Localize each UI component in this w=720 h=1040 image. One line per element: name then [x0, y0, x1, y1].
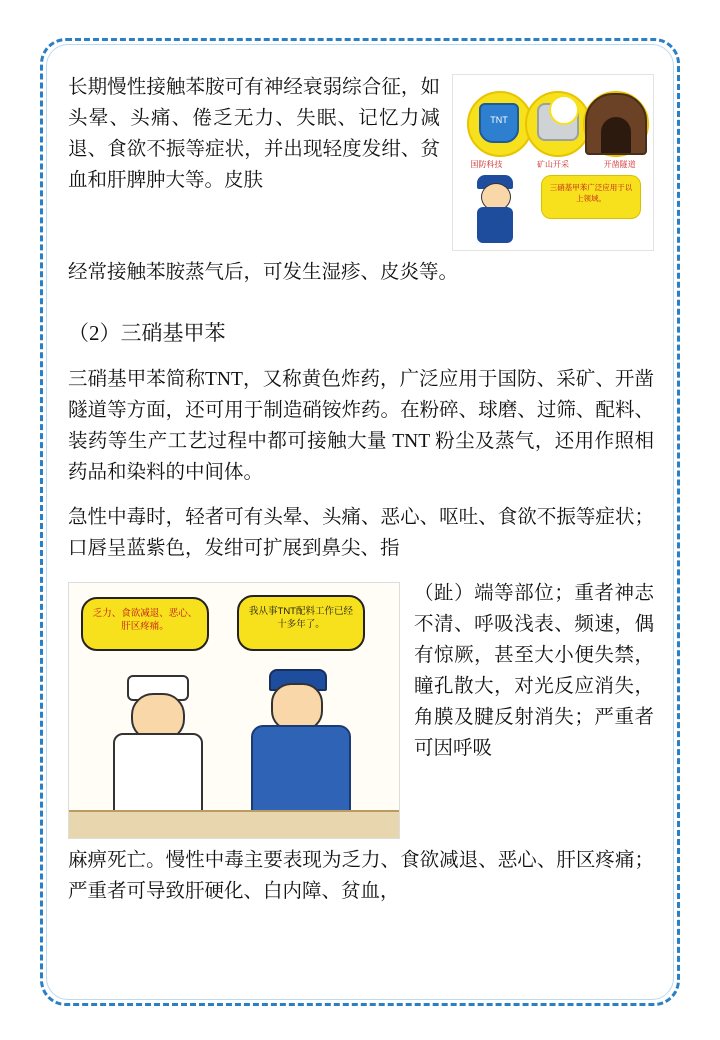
tnt-bag-icon: [479, 103, 519, 143]
paragraph-tnt-intro: 三硝基甲苯简称TNT，又称黄色炸药，广泛应用于国防、采矿、开凿隧道等方面，还可用于制造硝铵炸药。在粉碎、球磨、过筛、配料、装药等生产工艺过程中都可接触大量 TNT 粉尘及蒸气，还用作照相药品和染料的中间体。: [68, 369, 654, 483]
label-mining: 矿山开采: [536, 160, 569, 169]
illustration-doctor-worker: [68, 582, 400, 839]
illustration-tnt-applications: [452, 74, 654, 251]
speech-bubble-worker: 我从事TNT配料工作已经十多年了。: [237, 595, 365, 651]
document-content: [68, 72, 654, 972]
paragraph-chronic-poisoning: 麻痹死亡。慢性中毒主要表现为乏力、食欲减退、恶心、肝区疼痛；严重者可导致肝硬化、白内障、贫血，: [68, 850, 654, 902]
paragraph-aniline-skin: 经常接触苯胺蒸气后，可发生湿疹、皮炎等。: [68, 262, 459, 283]
worker-character: [469, 171, 525, 243]
paragraph-severe-symptoms: （趾）端等部位；重者神志不清、呼吸浅表、频速，偶有惊厥，甚至大小便失禁，瞳孔散大，对光反应消失，角膜及腱反射消失；严重者可因呼吸: [414, 583, 654, 759]
section-chronic: [68, 578, 654, 921]
label-defense: 国防科技: [470, 160, 503, 169]
worker-patient-character: [245, 669, 365, 819]
illustration-labels: [453, 159, 653, 170]
speech-bubble-symptoms: 乏力、食欲减退、恶心、肝区疼痛。: [81, 597, 209, 651]
paragraph-aniline-chronic: 长期慢性接触苯胺可有神经衰弱综合征，如头晕、头痛、倦乏无力、失眠、记忆力减退、食欲不振等症状，并出现轻度发绀、贫血和肝脾肿大等。皮肤: [68, 77, 440, 191]
section-heading-tnt: （2）三硝基甲苯: [68, 321, 226, 345]
section-aniline: [68, 72, 654, 302]
explosion-icon: [549, 95, 579, 125]
paragraph-acute-poisoning: 急性中毒时，轻者可有头晕、头痛、恶心、呕吐、食欲不振等症状；口唇呈蓝紫色，发绀可扩展到鼻尖、指: [68, 507, 654, 559]
speech-bubble-tnt: 三硝基甲苯广泛应用于以上领域。: [541, 175, 641, 219]
doctor-character: [109, 675, 219, 815]
desk-shape: [69, 810, 399, 838]
tunnel-icon: [585, 93, 647, 155]
label-tunnel: 开凿隧道: [603, 160, 636, 169]
